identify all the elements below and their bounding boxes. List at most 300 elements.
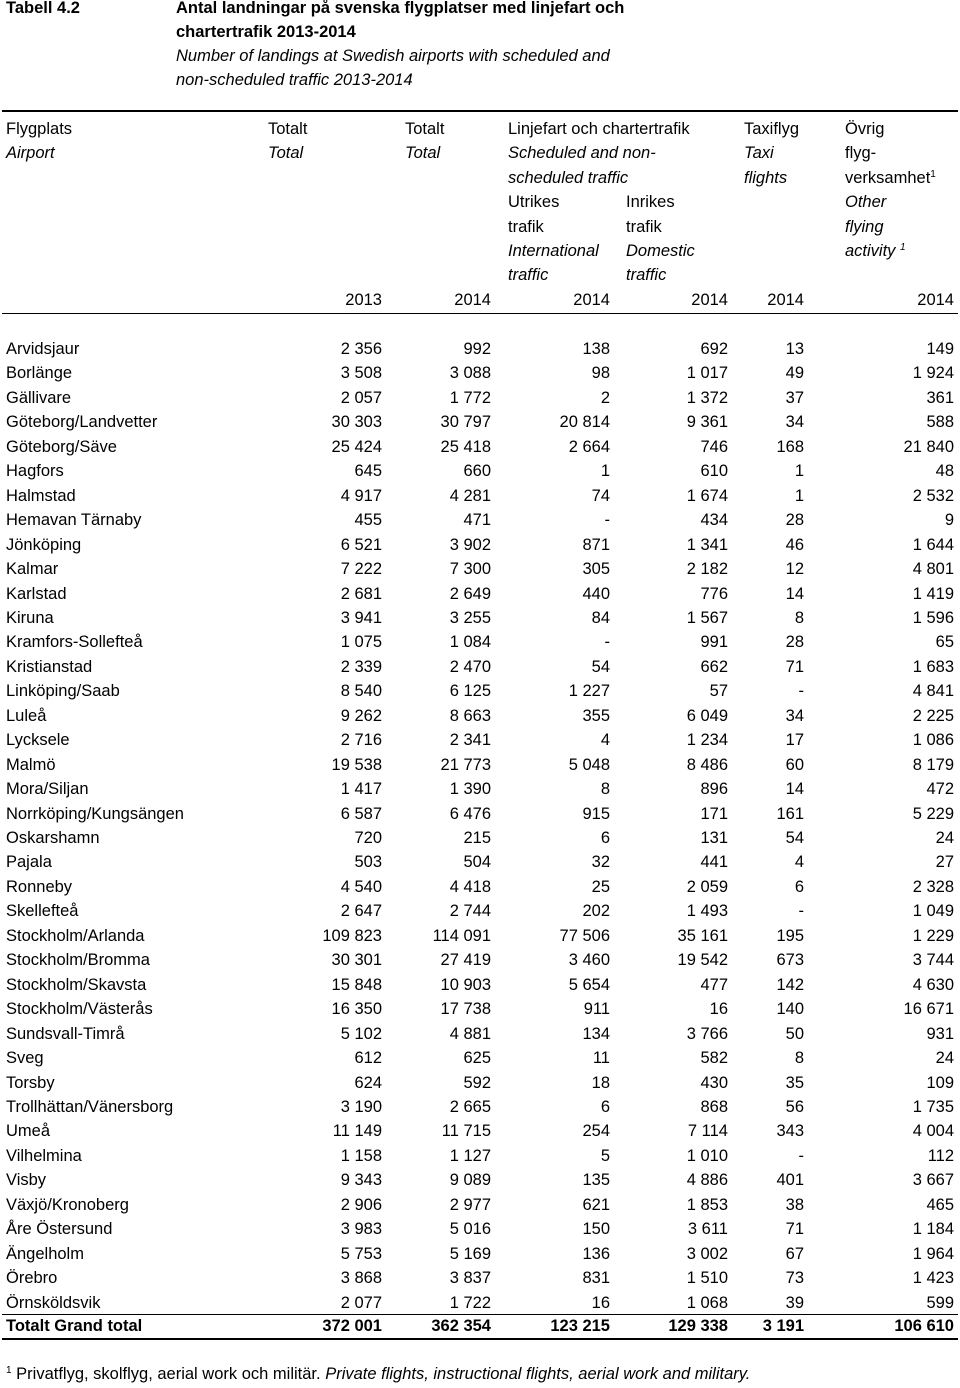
airport-name: Visby: [6, 1171, 47, 1190]
landings-total-2013: 3 508: [340, 364, 382, 383]
landings-domestic: 1 010: [686, 1146, 728, 1165]
landings-total-2013: 109 823: [322, 926, 382, 945]
landings-total-2014: 4 281: [449, 486, 491, 505]
landings-taxi: 54: [785, 829, 804, 847]
landings-international: 2 664: [568, 437, 610, 456]
landings-other: 21 840: [903, 437, 954, 456]
landings-total-2013: 2 681: [340, 584, 382, 603]
landings-total-2013: 2 077: [340, 1293, 382, 1312]
landings-other: 1 735: [912, 1097, 954, 1116]
landings-total-2014: 4 418: [449, 877, 491, 896]
landings-other: 1 924: [912, 364, 954, 383]
landings-total-2014: 5 169: [449, 1244, 491, 1263]
airport-name: Örebro: [6, 1269, 58, 1288]
landings-total-2014: 10 903: [440, 975, 491, 994]
airport-name: Örnsköldsvik: [6, 1293, 101, 1312]
landings-international: 355: [582, 706, 610, 725]
landings-total-2014: 3 902: [449, 535, 491, 554]
landings-international: 3 460: [568, 951, 610, 970]
airport-name: Kramfors-Sollefteå: [6, 633, 143, 652]
landings-domestic: 430: [700, 1073, 728, 1092]
header-other-sv1: Övrig: [845, 120, 885, 138]
landings-total-2014: 992: [463, 340, 491, 358]
landings-total-2013: 16 350: [331, 1000, 382, 1019]
table-row: [0, 1168, 960, 1192]
landings-international: 74: [591, 486, 610, 505]
landings-taxi: -: [798, 1146, 804, 1165]
airport-name: Kiruna: [6, 608, 54, 627]
landings-other: 931: [926, 1024, 954, 1043]
landings-total-2013: 5 102: [340, 1024, 382, 1043]
total-cell: 106 610: [894, 1317, 954, 1335]
landings-domestic: 1 372: [686, 388, 728, 407]
year-cell: 2013: [345, 291, 382, 309]
table-row: [0, 1022, 960, 1046]
header-scheduled-en1: Scheduled and non-: [508, 144, 656, 162]
landings-total-2013: 30 303: [331, 413, 382, 432]
landings-total-2013: 9 343: [340, 1171, 382, 1190]
airport-name: Stockholm/Skavsta: [6, 975, 147, 994]
landings-total-2014: 17 738: [440, 1000, 491, 1019]
landings-international: 621: [582, 1195, 610, 1214]
landings-total-2014: 3 088: [449, 364, 491, 383]
landings-other: 472: [926, 780, 954, 799]
landings-other: 3 744: [912, 951, 954, 970]
header-other-en1: Other: [845, 193, 887, 211]
landings-taxi: 401: [776, 1171, 804, 1190]
landings-total-2013: 9 262: [340, 706, 382, 725]
header-scheduled-en2: scheduled traffic: [508, 169, 629, 187]
landings-total-2014: 7 300: [449, 560, 491, 579]
landings-taxi: 71: [785, 657, 804, 676]
landings-domestic: 1 068: [686, 1293, 728, 1312]
table-row: [0, 410, 960, 434]
landings-taxi: 34: [785, 706, 804, 725]
landings-total-2014: 1 390: [449, 780, 491, 799]
landings-other: 3 667: [912, 1171, 954, 1190]
landings-total-2014: 592: [463, 1073, 491, 1092]
landings-international: 1 227: [568, 682, 610, 701]
landings-other: 48: [935, 462, 954, 481]
landings-total-2014: 660: [463, 462, 491, 481]
table-row: [0, 1291, 960, 1315]
landings-total-2014: 27 419: [440, 951, 491, 970]
landings-taxi: 195: [776, 926, 804, 945]
landings-taxi: 142: [776, 975, 804, 994]
table-row: [0, 1266, 960, 1290]
header-intl-en1: International: [508, 242, 599, 260]
table-row: [0, 337, 960, 361]
landings-domestic: 2 059: [686, 877, 728, 896]
landings-other: 149: [926, 340, 954, 358]
landings-taxi: 1: [794, 486, 804, 505]
airport-name: Umeå: [6, 1122, 51, 1141]
landings-international: 831: [582, 1269, 610, 1288]
header-airport-en: Airport: [6, 144, 55, 162]
airport-name: Arvidsjaur: [6, 340, 80, 358]
landings-other: 9: [944, 511, 954, 530]
landings-domestic: 746: [700, 437, 728, 456]
table-row: [0, 606, 960, 630]
landings-international: 6: [600, 1097, 610, 1116]
landings-domestic: 1 493: [686, 902, 728, 921]
landings-total-2014: 21 773: [440, 755, 491, 774]
landings-total-2014: 2 341: [449, 731, 491, 750]
landings-total-2014: 25 418: [440, 437, 491, 456]
landings-taxi: 60: [785, 755, 804, 774]
table-row: [0, 997, 960, 1021]
header-other-en2: flying: [845, 218, 884, 236]
landings-taxi: 4: [794, 853, 804, 872]
landings-total-2013: 720: [354, 829, 382, 847]
footnote: [6, 1362, 750, 1386]
total-label: Totalt Grand total: [6, 1317, 143, 1335]
landings-international: 16: [591, 1293, 610, 1312]
landings-international: 1: [600, 462, 610, 481]
header-taxi-sv: Taxiflyg: [744, 120, 800, 138]
landings-international: 25: [591, 877, 610, 896]
landings-other: 1 683: [912, 657, 954, 676]
airport-name: Ronneby: [6, 877, 73, 896]
airport-name: Ängelholm: [6, 1244, 84, 1263]
header-total-2014-sv: Totalt: [405, 120, 445, 138]
landings-domestic: 868: [700, 1097, 728, 1116]
table-row: [0, 557, 960, 581]
landings-domestic: 477: [700, 975, 728, 994]
landings-total-2013: 612: [354, 1049, 382, 1068]
landings-international: 135: [582, 1171, 610, 1190]
landings-international: 20 814: [559, 413, 610, 432]
landings-taxi: 13: [785, 340, 804, 358]
landings-international: 6: [600, 829, 610, 847]
landings-taxi: 49: [785, 364, 804, 383]
landings-other: 1 184: [912, 1220, 954, 1239]
landings-taxi: 1: [794, 462, 804, 481]
table-row: [0, 728, 960, 752]
header-other-sv2: flyg-: [845, 144, 877, 162]
landings-domestic: 7 114: [687, 1122, 728, 1141]
table-row: [0, 508, 960, 532]
airport-name: Halmstad: [6, 486, 76, 505]
landings-other: 361: [926, 388, 954, 407]
table-row: [0, 753, 960, 777]
landings-international: 871: [582, 535, 610, 554]
table-row: [0, 1217, 960, 1241]
header-other-en3-text: activity: [845, 242, 896, 260]
airport-name: Torsby: [6, 1073, 55, 1092]
landings-total-2013: 3 983: [340, 1220, 382, 1239]
landings-taxi: 12: [785, 560, 804, 579]
landings-total-2014: 3 837: [449, 1269, 491, 1288]
landings-total-2013: 2 647: [340, 902, 382, 921]
landings-domestic: 16: [709, 1000, 728, 1019]
table-row: [0, 679, 960, 703]
landings-total-2013: 2 339: [340, 657, 382, 676]
landings-domestic: 1 510: [686, 1269, 728, 1288]
airport-name: Hemavan Tärnaby: [6, 511, 142, 530]
airport-name: Sveg: [6, 1049, 44, 1068]
landings-total-2013: 455: [354, 511, 382, 530]
landings-taxi: -: [798, 902, 804, 921]
total-cell: 129 338: [668, 1317, 728, 1335]
landings-other: 2 328: [912, 877, 954, 896]
landings-other: 1 049: [912, 902, 954, 921]
title-sv-line2: chartertrafik 2013-2014: [176, 23, 356, 41]
landings-other: 2 225: [912, 706, 954, 725]
airport-name: Kalmar: [6, 560, 59, 579]
landings-other: 4 841: [912, 682, 954, 701]
header-intl-sv2: trafik: [508, 218, 544, 236]
total-cell: 372 001: [322, 1317, 382, 1335]
table-row: [0, 655, 960, 679]
table-row: [0, 630, 960, 654]
landings-taxi: 6: [794, 877, 804, 896]
landings-other: 4 630: [912, 975, 954, 994]
landings-other: 24: [935, 1049, 954, 1068]
landings-taxi: 56: [785, 1097, 804, 1116]
airport-name: Karlstad: [6, 584, 67, 603]
header-other-sv3: [845, 166, 936, 190]
header-top-rule: [2, 110, 958, 112]
table-row: [0, 1046, 960, 1070]
landings-international: 911: [583, 1000, 610, 1019]
header-scheduled-sv: Linjefart och chartertrafik: [508, 120, 690, 138]
header-other-en3: [845, 239, 906, 263]
landings-international: 202: [582, 902, 610, 921]
airport-name: Lycksele: [6, 731, 70, 750]
landings-domestic: 9 361: [686, 413, 728, 432]
landings-taxi: 8: [794, 1049, 804, 1068]
landings-total-2013: 30 301: [331, 951, 382, 970]
landings-international: 5 654: [568, 975, 610, 994]
landings-international: 84: [591, 608, 610, 627]
landings-other: 1 596: [912, 608, 954, 627]
header-total-2013-en: Total: [268, 144, 304, 162]
landings-total-2014: 6 476: [449, 804, 491, 823]
year-cell: 2014: [573, 291, 610, 309]
landings-total-2013: 4 917: [340, 486, 382, 505]
table-row: [0, 704, 960, 728]
landings-total-2013: 6 521: [340, 535, 382, 554]
landings-international: 5 048: [568, 755, 610, 774]
airport-name: Åre Östersund: [6, 1220, 113, 1239]
landings-taxi: 34: [785, 413, 804, 432]
landings-taxi: -: [798, 682, 804, 701]
landings-domestic: 896: [700, 780, 728, 799]
landings-other: 1 229: [912, 926, 954, 945]
landings-domestic: 4 886: [686, 1171, 728, 1190]
table-row: [0, 973, 960, 997]
landings-taxi: 14: [785, 780, 804, 799]
table-row: [0, 826, 960, 850]
table-row: [0, 582, 960, 606]
landings-taxi: 39: [785, 1293, 804, 1312]
landings-international: 98: [591, 364, 610, 383]
landings-total-2014: 2 665: [449, 1097, 491, 1116]
landings-total-2013: 3 941: [340, 608, 382, 627]
table-row: [0, 435, 960, 459]
landings-taxi: 28: [785, 511, 804, 530]
landings-total-2014: 9 089: [449, 1171, 491, 1190]
landings-total-2014: 5 016: [449, 1220, 491, 1239]
landings-other: 2 532: [912, 486, 954, 505]
landings-other: 1 644: [912, 535, 954, 554]
landings-total-2014: 11 715: [441, 1122, 491, 1141]
total-row: [0, 1314, 960, 1338]
table-row: [0, 1119, 960, 1143]
landings-international: 440: [582, 584, 610, 603]
landings-total-2013: 8 540: [340, 682, 382, 701]
landings-taxi: 343: [776, 1122, 804, 1141]
landings-international: -: [604, 633, 610, 652]
table-row: [0, 777, 960, 801]
airport-name: Skellefteå: [6, 902, 79, 921]
landings-international: 77 506: [559, 926, 610, 945]
landings-international: -: [604, 511, 610, 530]
header-intl-sv1: Utrikes: [508, 193, 560, 211]
landings-other: 1 419: [912, 584, 954, 603]
landings-domestic: 35 161: [677, 926, 728, 945]
landings-total-2013: 2 057: [340, 388, 382, 407]
landings-domestic: 1 674: [686, 486, 728, 505]
airport-name: Stockholm/Västerås: [6, 1000, 153, 1019]
landings-taxi: 46: [785, 535, 804, 554]
airport-name: Hagfors: [6, 462, 64, 481]
airport-name: Göteborg/Landvetter: [6, 413, 158, 432]
landings-domestic: 171: [700, 804, 728, 823]
landings-total-2014: 6 125: [449, 682, 491, 701]
landings-total-2014: 2 744: [449, 902, 491, 921]
landings-domestic: 131: [700, 829, 728, 847]
landings-other: 112: [927, 1146, 954, 1165]
landings-international: 134: [582, 1024, 610, 1043]
landings-other: 1 423: [912, 1269, 954, 1288]
landings-domestic: 441: [700, 853, 728, 872]
total-cell: 123 215: [550, 1317, 610, 1335]
header-other-sv3-text: verksamhet: [845, 169, 931, 187]
landings-international: 136: [582, 1244, 610, 1263]
landings-other: 27: [935, 853, 954, 872]
landings-total-2013: 2 356: [340, 340, 382, 358]
landings-total-2013: 25 424: [331, 437, 382, 456]
landings-total-2013: 5 753: [340, 1244, 382, 1263]
landings-total-2014: 471: [463, 511, 491, 530]
landings-taxi: 140: [776, 1000, 804, 1019]
year-row: [0, 288, 960, 312]
landings-domestic: 1 341: [686, 535, 728, 554]
table-bottom-rule: [2, 1338, 958, 1340]
landings-taxi: 35: [785, 1073, 804, 1092]
landings-other: 8 179: [912, 755, 954, 774]
landings-total-2014: 1 084: [449, 633, 491, 652]
landings-taxi: 38: [785, 1195, 804, 1214]
table-row: [0, 361, 960, 385]
landings-total-2014: 1 127: [449, 1146, 491, 1165]
airport-name: Växjö/Kronoberg: [6, 1195, 129, 1214]
table-row: [0, 924, 960, 948]
landings-domestic: 1 234: [686, 731, 728, 750]
airport-name: Luleå: [6, 706, 47, 725]
airport-name: Mora/Siljan: [6, 780, 89, 799]
total-cell: 3 191: [762, 1317, 804, 1335]
landings-domestic: 2 182: [686, 560, 728, 579]
landings-international: 8: [600, 780, 610, 799]
airport-name: Pajala: [6, 853, 52, 872]
landings-total-2013: 2 716: [340, 731, 382, 750]
landings-total-2014: 1 722: [449, 1293, 491, 1312]
table-row: [0, 1144, 960, 1168]
landings-other: 588: [926, 413, 954, 432]
landings-other: 1 964: [912, 1244, 954, 1263]
table-row: [0, 1095, 960, 1119]
landings-total-2014: 2 470: [449, 657, 491, 676]
landings-taxi: 73: [785, 1269, 804, 1288]
airport-name: Malmö: [6, 755, 56, 774]
airport-name: Sundsvall-Timrå: [6, 1024, 125, 1043]
footnote-ref-sv: 1: [930, 169, 936, 180]
landings-domestic: 1 567: [686, 608, 728, 627]
header-intl-en2: traffic: [508, 266, 549, 284]
landings-domestic: 19 542: [677, 951, 728, 970]
table-row: [0, 484, 960, 508]
airport-name: Borlänge: [6, 364, 73, 383]
landings-other: 24: [935, 829, 954, 847]
footnote-sv: Privatflyg, skolflyg, aerial work och militär.: [16, 1365, 321, 1383]
airport-name: Kristianstad: [6, 657, 93, 676]
table-row: [0, 802, 960, 826]
landings-international: 138: [582, 340, 610, 358]
landings-total-2014: 215: [463, 829, 491, 847]
landings-total-2013: 15 848: [331, 975, 382, 994]
footnote-mark: 1: [6, 1365, 12, 1376]
landings-other: 4 801: [912, 560, 954, 579]
landings-total-2014: 1 772: [449, 388, 491, 407]
airport-name: Linköping/Saab: [6, 682, 120, 701]
table-row: [0, 948, 960, 972]
landings-domestic: 776: [700, 584, 728, 603]
landings-domestic: 582: [700, 1049, 728, 1068]
table-row: [0, 459, 960, 483]
landings-total-2013: 4 540: [340, 877, 382, 896]
landings-total-2014: 504: [463, 853, 491, 872]
table-label: Tabell 4.2: [6, 0, 80, 17]
airport-name: Stockholm/Arlanda: [6, 926, 145, 945]
landings-total-2014: 2 649: [449, 584, 491, 603]
landings-taxi: 71: [785, 1220, 804, 1239]
landings-taxi: 161: [776, 804, 804, 823]
landings-other: 1 086: [912, 731, 954, 750]
landings-other: 4 004: [912, 1122, 954, 1141]
table-row: [0, 1071, 960, 1095]
landings-total-2013: 2 906: [340, 1195, 382, 1214]
header-dom-sv2: trafik: [626, 218, 662, 236]
landings-domestic: 1 853: [686, 1195, 728, 1214]
landings-international: 5: [600, 1146, 610, 1165]
landings-domestic: 3 611: [687, 1220, 728, 1239]
landings-domestic: 1 017: [686, 364, 728, 383]
airport-name: Oskarshamn: [6, 829, 100, 847]
airport-name: Vilhelmina: [6, 1146, 82, 1165]
landings-taxi: 14: [785, 584, 804, 603]
landings-taxi: 37: [785, 388, 804, 407]
landings-total-2013: 6 587: [340, 804, 382, 823]
landings-international: 54: [591, 657, 610, 676]
landings-international: 150: [582, 1220, 610, 1239]
landings-domestic: 6 049: [686, 706, 728, 725]
table-row: [0, 1242, 960, 1266]
landings-domestic: 692: [700, 340, 728, 358]
table-row: [0, 899, 960, 923]
